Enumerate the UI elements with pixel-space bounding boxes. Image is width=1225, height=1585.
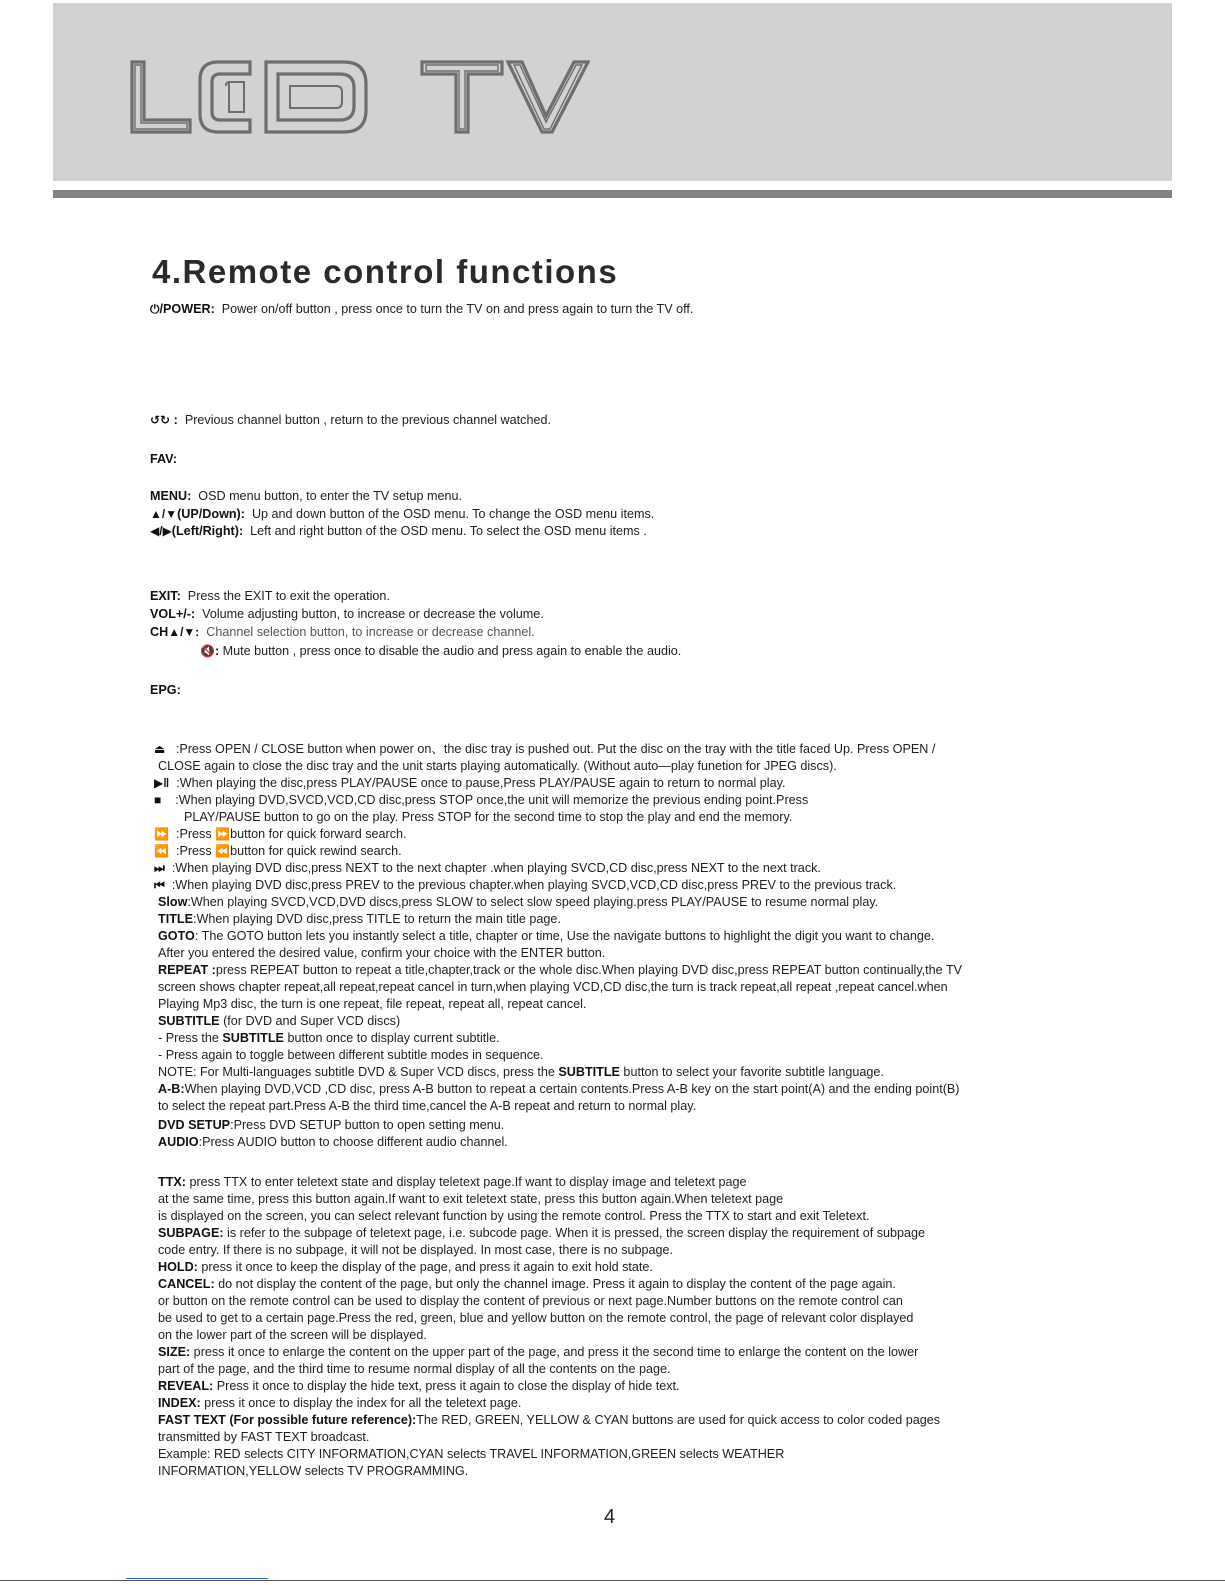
fast-text-line-4: INFORMATION,YELLOW selects TV PROGRAMMING. xyxy=(158,1464,469,1478)
repeat-line-1: REPEAT :press REPEAT button to repeat a title,chapter,track or the whole disc.When playing DVD disc,press REPEAT button continually,the TV xyxy=(158,963,963,977)
rewind-icon: ⏪ xyxy=(154,844,169,858)
title-item: TITLE:When playing DVD disc,press TITLE to return the main title page. xyxy=(158,912,561,926)
footer-rule xyxy=(0,1580,1225,1581)
fast-forward-inline-icon: ⏩ xyxy=(215,827,231,841)
fav-item: FAV: xyxy=(150,452,178,466)
previous-channel-item: ↺↻ : Previous channel button , return to the previous channel watched. xyxy=(150,413,551,427)
hold-item: HOLD: press it once to keep the display of the page, and press it again to exit hold state. xyxy=(158,1260,653,1274)
stop-line-1: ■ :When playing DVD,SVCD,VCD,CD disc,press STOP once,the unit will memorize the previous ending point.Press xyxy=(154,793,809,807)
fast-text-line-1: FAST TEXT (For possible future reference):The RED, GREEN, YELLOW & CYAN buttons are used for quick access to color coded pages xyxy=(158,1413,941,1427)
page-number: 4 xyxy=(604,1506,616,1528)
subtitle-note: NOTE: For Multi-languages subtitle DVD & Super VCD discs, press the SUBTITLE button to select your favorite subtitle language. xyxy=(158,1065,884,1079)
rewind-inline-icon: ⏪ xyxy=(215,844,231,858)
stop-line-2: PLAY/PAUSE button to go on the play. Press STOP for the second time to stop the play and end the memory. xyxy=(184,810,793,824)
slow-item: Slow:When playing SVCD,VCD,DVD discs,press SLOW to select slow speed playing.press PLAY/PAUSE to resume normal play. xyxy=(158,895,879,909)
play-pause-item: ▶‖ :When playing the disc,press PLAY/PAUSE once to pause,Press PLAY/PAUSE again to return to normal play. xyxy=(154,776,786,790)
reveal-item: REVEAL: Press it once to display the hide text, press it again to close the display of hide text. xyxy=(158,1379,680,1393)
subtitle-line-1: SUBTITLE (for DVD and Super VCD discs) xyxy=(158,1014,401,1028)
prev-icon: ⏮ xyxy=(154,878,165,892)
ttx-line-2: at the same time, press this button again.If want to exit teletext state, press this button again.When teletext page xyxy=(158,1192,784,1206)
subtitle-line-3: - Press again to toggle between different subtitle modes in sequence. xyxy=(158,1048,544,1062)
up-down-item: ▲/▼(UP/Down): Up and down button of the OSD menu. To change the OSD menu items. xyxy=(150,507,655,521)
subpage-line-1: SUBPAGE: is refer to the subpage of teletext page, i.e. subcode page. When it is pressed, the screen display the requirement of subpage xyxy=(158,1226,926,1240)
fast-text-line-2: transmitted by FAST TEXT broadcast. xyxy=(158,1430,370,1444)
subtitle-line-2: - Press the SUBTITLE button once to display current subtitle. xyxy=(158,1031,500,1045)
power-item: ⏻/POWER: Power on/off button , press once to turn the TV on and press again to turn the TV off. xyxy=(150,302,694,316)
ttx-line-1: TTX: press TTX to enter teletext state and display teletext page.If want to display image and teletext page xyxy=(158,1175,747,1189)
ab-line-1: A-B:When playing DVD,VCD ,CD disc, press A-B button to repeat a certain contents.Press A-B key on the start point(A) and the ending point(B) xyxy=(158,1082,960,1096)
cancel-line-3: be used to get to a certain page.Press the red, green, blue and yellow button on the remote control, the page of relevant color displayed xyxy=(158,1311,914,1325)
left-right-arrows-icon: ◀/▶ xyxy=(150,524,172,538)
header-rule xyxy=(53,190,1172,198)
up-down-arrows-icon: ▲/▼ xyxy=(150,507,178,521)
mute-icon: 🔇 xyxy=(200,644,215,658)
epg-item: EPG: xyxy=(150,683,181,697)
audio-item: AUDIO:Press AUDIO button to choose different audio channel. xyxy=(158,1135,508,1149)
ttx-line-3: is displayed on the screen, you can select relevant function by using the remote control. Press the TTX to start and exit Teletext. xyxy=(158,1209,870,1223)
footer-link-underline xyxy=(126,1578,268,1579)
cancel-line-4: on the lower part of the screen will be displayed. xyxy=(158,1328,427,1342)
size-line-1: SIZE: press it once to enlarge the content on the upper part of the page, and press it the second time to enlarge the content on the lower xyxy=(158,1345,919,1359)
vol-item: VOL+/-: Volume adjusting button, to increase or decrease the volume. xyxy=(150,607,544,621)
size-line-2: part of the page, and the third time to resume normal display of all the contents on the page. xyxy=(158,1362,671,1376)
open-close-line-2: CLOSE again to close the disc tray and the unit starts playing automatically. (Without auto—play funetion for JPEG discs). xyxy=(158,759,837,773)
fast-forward-icon: ⏩ xyxy=(154,827,169,841)
repeat-line-3: Playing Mp3 disc, the turn is one repeat, file repeat, repeat all, repeat cancel. xyxy=(158,997,587,1011)
menu-item: MENU: OSD menu button, to enter the TV setup menu. xyxy=(150,489,462,503)
lcd-tv-logo xyxy=(130,60,590,134)
index-item: INDEX: press it once to display the index for all the teletext page. xyxy=(158,1396,522,1410)
ab-line-2: to select the repeat part.Press A-B the third time,cancel the A-B repeat and return to normal play. xyxy=(158,1099,697,1113)
play-pause-icon: ▶‖ xyxy=(154,776,170,790)
power-icon: ⏻ xyxy=(150,302,160,316)
subpage-line-2: code entry. If there is no subpage, it will not be displayed. In most case, there is no subpage. xyxy=(158,1243,674,1257)
rewind-item: ⏪ :Press ⏪button for quick rewind search. xyxy=(154,844,402,858)
prev-item: ⏮ :When playing DVD disc,press PREV to the previous chapter.when playing SVCD,VCD,CD disc,press PREV to the previous track. xyxy=(154,878,897,892)
ch-item: CH▲/▼: Channel selection button, to increase or decrease channel. xyxy=(150,625,535,639)
fast-forward-item: ⏩ :Press ⏩button for quick forward search. xyxy=(154,827,407,841)
stop-icon: ■ xyxy=(154,793,162,807)
goto-line-2: After you entered the desired value, confirm your choice with the ENTER button. xyxy=(158,946,606,960)
next-icon: ⏭ xyxy=(154,861,165,875)
repeat-line-2: screen shows chapter repeat,all repeat,repeat cancel in turn,when playing VCD,CD disc,the turn is track repeat,all repeat ,repeat cancel.when xyxy=(158,980,948,994)
exit-item: EXIT: Press the EXIT to exit the operation. xyxy=(150,589,390,603)
fast-text-line-3: Example: RED selects CITY INFORMATION,CYAN selects TRAVEL INFORMATION,GREEN selects WEATHER xyxy=(158,1447,785,1461)
eject-icon: ⏏ xyxy=(154,742,166,756)
section-title: 4.Remote control functions xyxy=(152,253,619,290)
goto-line-1: GOTO: The GOTO button lets you instantly select a title, chapter or time, Use the navigate buttons to highlight the digit you want to change. xyxy=(158,929,935,943)
dvd-setup-item: DVD SETUP:Press DVD SETUP button to open setting menu. xyxy=(158,1118,505,1132)
cancel-line-1: CANCEL: do not display the content of the page, but only the channel image. Press it again to display the content of the page again. xyxy=(158,1277,896,1291)
next-item: ⏭ :When playing DVD disc,press NEXT to the next chapter .when playing SVCD,CD disc,press NEXT to the next track. xyxy=(154,861,821,875)
mute-item: 🔇: Mute button , press once to disable the audio and press again to enable the audio. xyxy=(200,644,682,658)
left-right-item: ◀/▶(Left/Right): Left and right button of the OSD menu. To select the OSD menu items . xyxy=(150,524,647,538)
ch-arrows-icon: ▲/▼: xyxy=(168,625,200,639)
cancel-line-2: or button on the remote control can be used to display the content of previous or next page.Number buttons on the remote control can xyxy=(158,1294,903,1308)
open-close-line-1: ⏏ :Press OPEN / CLOSE button when power on、the disc tray is pushed out. Put the disc on the tray with the title faced Up. Press OPEN / xyxy=(154,742,936,756)
recall-icon: ↺↻ xyxy=(150,413,171,427)
